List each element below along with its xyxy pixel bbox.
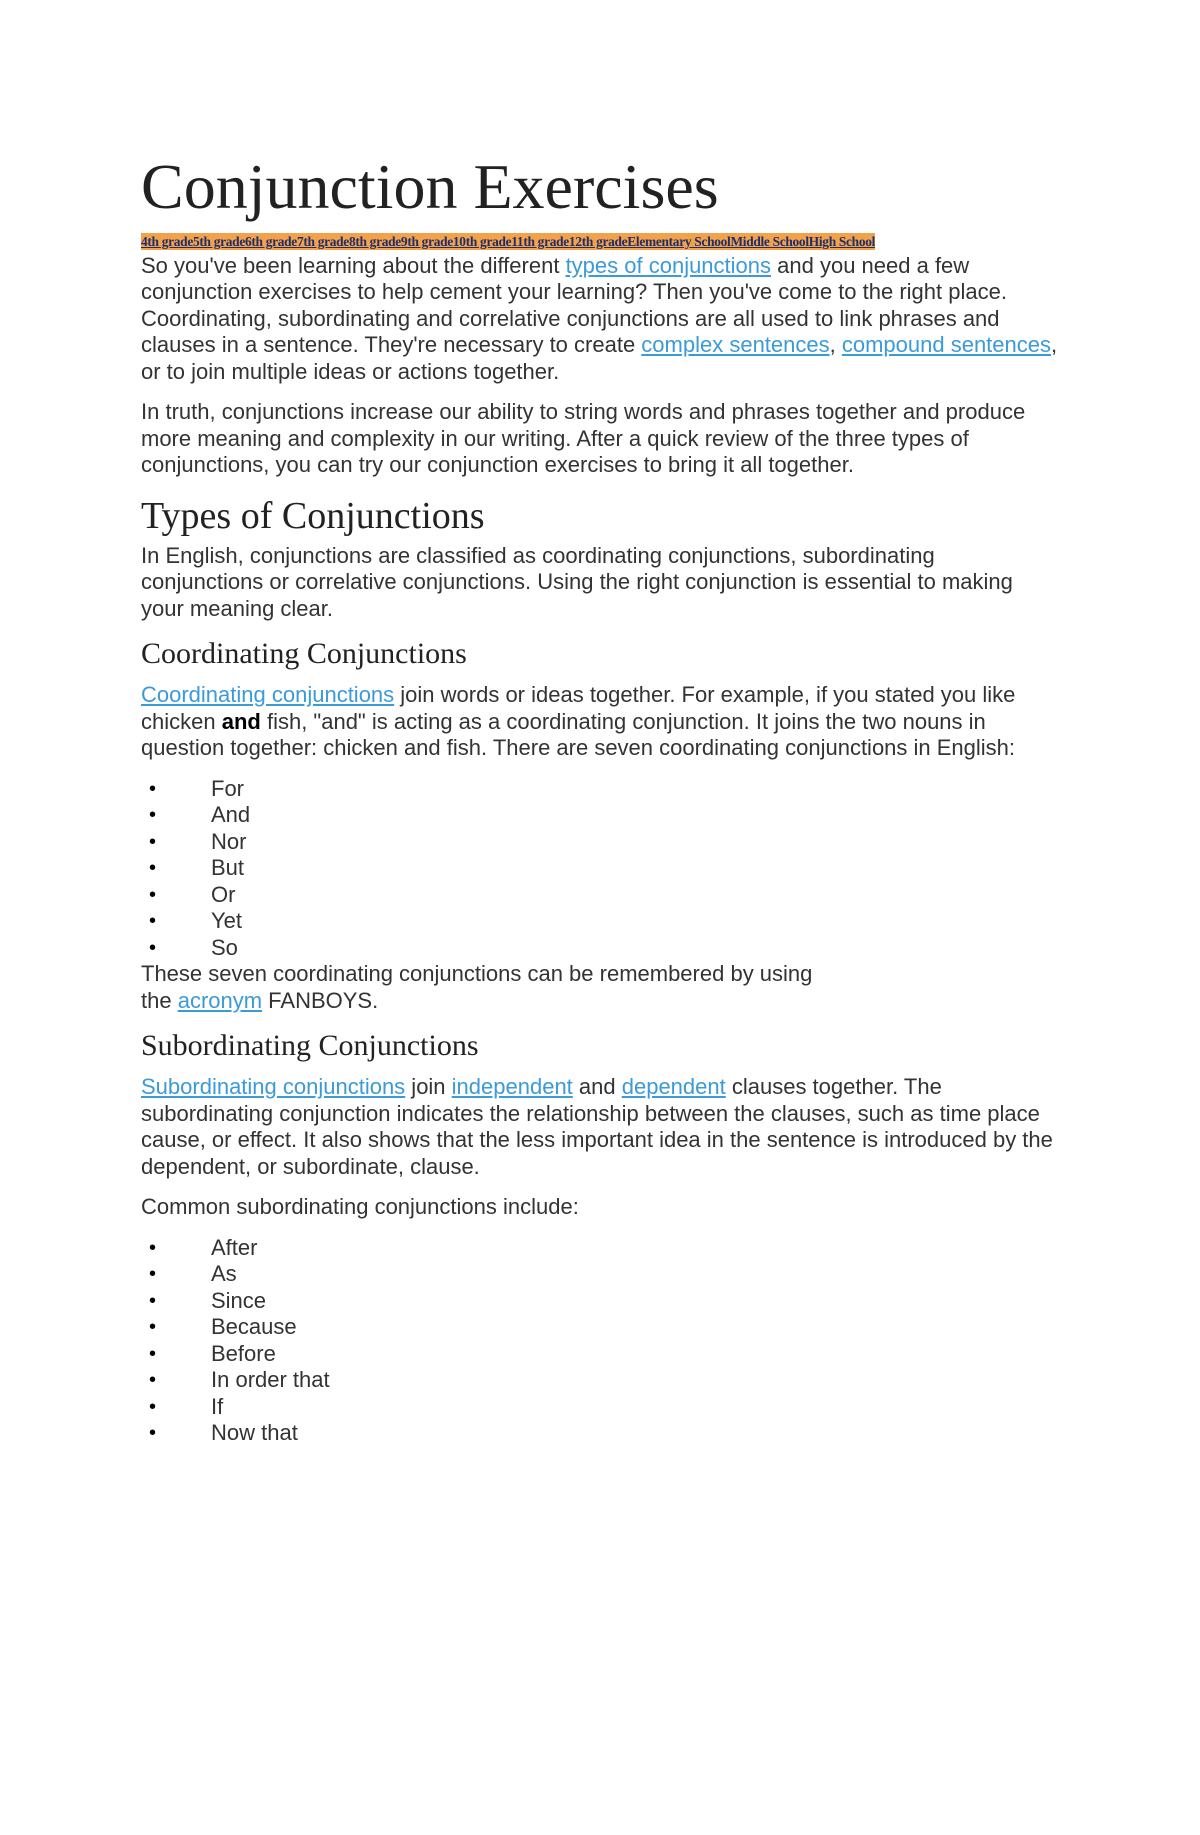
tag-link[interactable]: 4th grade [141, 234, 193, 249]
list-item-label: As [211, 1261, 237, 1286]
tag-link[interactable]: 12th grade [568, 234, 628, 249]
bullet-icon: • [149, 1422, 157, 1444]
list-item [141, 829, 1061, 856]
acronym-link[interactable]: acronym [177, 987, 263, 1013]
tag-link[interactable]: Elementary School [627, 234, 731, 249]
compound-sentences-link[interactable]: compound sentences [841, 332, 1051, 357]
bullet-icon: • [149, 910, 157, 932]
bullet-icon: • [149, 1263, 157, 1285]
complex-sentences-link[interactable]: complex sentences [641, 332, 830, 357]
coordinating-heading: Coordinating Conjunctions [141, 637, 467, 670]
bullet-icon: • [149, 777, 157, 800]
coordinating-paragraph [141, 682, 1061, 762]
bullet-icon: • [149, 1342, 157, 1365]
bullet-icon: • [149, 883, 157, 906]
list-item [141, 855, 1061, 882]
intro-text: , [829, 332, 842, 357]
fanboys-paragraph [141, 961, 841, 1014]
intro-paragraph-2: In truth, conjunctions increase our ability to string words and phrases together and produce more meaning and complexity in our writing. After a quick review of the three types of conjunctions, you can try our conjunction exercises to bring it all together. [141, 399, 1026, 477]
bullet-icon: • [149, 1369, 157, 1391]
fanboys-text: These seven coordinating conjunctions can be remembered by using the [141, 961, 813, 1013]
intro-text: , or to join multiple ideas or actions together. [141, 332, 1058, 384]
tag-link[interactable]: Middle School [730, 234, 809, 249]
tag-link[interactable]: 6th grade [244, 234, 297, 249]
list-item [141, 1420, 1061, 1447]
types-paragraph: In English, conjunctions are classified as coordinating conjunctions, subordinating conjunctions or correlative conjunctions. Using the right conjunction is essential to making your meaning clear. [141, 542, 1013, 621]
coordinating-text: fish, "and" is acting as a coordinating conjunction. It joins the two nouns in question together: chicken and fish. There are seven coordinating conjunctions in English: [141, 708, 1016, 760]
list-item [141, 1235, 1061, 1262]
coordinating-conjunctions-link[interactable]: Coordinating conjunctions [141, 682, 395, 707]
tag-link[interactable]: 11th grade [511, 234, 569, 249]
list-item [141, 1314, 1061, 1341]
list-item-label: Nor [211, 828, 247, 854]
coordinating-text: join words or ideas together. For example, if you stated you like chicken [141, 682, 1016, 734]
grade-tag-bar [141, 233, 875, 250]
bullet-icon: • [149, 830, 157, 853]
list-item [141, 1341, 1061, 1368]
list-item [141, 1288, 1061, 1315]
bold-and: and [221, 708, 261, 734]
list-item [141, 908, 1061, 935]
subordinating-list [141, 1235, 1061, 1447]
list-item-label: Since [211, 1287, 267, 1313]
dependent-link[interactable]: dependent [621, 1074, 726, 1099]
subordinating-heading: Subordinating Conjunctions [141, 1029, 479, 1062]
list-item-label: So [211, 934, 238, 960]
list-item-label: But [211, 855, 245, 880]
subordinating-text: and [572, 1074, 622, 1099]
bullet-icon: • [149, 1236, 157, 1259]
bullet-icon: • [149, 857, 157, 879]
list-item [141, 1261, 1061, 1288]
subordinating-conjunctions-link[interactable]: Subordinating conjunctions [141, 1074, 406, 1099]
list-item [141, 802, 1061, 829]
tag-link[interactable]: 7th grade [296, 234, 349, 249]
intro-text: So you've been learning about the different [141, 252, 566, 278]
subordinating-text: clauses together. The subordinating conjunction indicates the relationship between the clauses, such as time place cause, or effect. It also shows that the less important idea in the sentence is introduced by the dependent, or subordinate, clause. [141, 1074, 1053, 1179]
list-item-label: Yet [211, 908, 243, 933]
list-item [141, 1367, 1061, 1394]
document-page [141, 148, 1061, 1447]
tag-link[interactable]: 9th grade [400, 234, 453, 249]
tag-link[interactable]: 10th grade [452, 234, 512, 249]
list-item-label: Or [211, 881, 236, 907]
list-item-label: Before [211, 1340, 276, 1366]
bullet-icon: • [149, 804, 157, 826]
types-of-conjunctions-link[interactable]: types of conjunctions [565, 252, 772, 278]
fanboys-text: FANBOYS. [262, 987, 379, 1013]
independent-link[interactable]: independent [451, 1074, 573, 1099]
list-item [141, 882, 1061, 909]
list-item-label: For [211, 775, 244, 801]
subordinating-paragraph [141, 1074, 1061, 1180]
bullet-icon: • [149, 1395, 157, 1418]
coordinating-list [141, 776, 1061, 962]
list-item-label: If [211, 1393, 224, 1419]
bullet-icon: • [149, 1316, 157, 1338]
list-item [141, 935, 1061, 962]
list-item-label: Because [211, 1314, 297, 1339]
bullet-icon: • [149, 936, 157, 959]
common-subordinating-label: Common subordinating conjunctions include: [141, 1194, 579, 1219]
bullet-icon: • [149, 1289, 157, 1312]
list-item [141, 1394, 1061, 1421]
types-heading: Types of Conjunctions [141, 494, 485, 537]
page-title: Conjunction Exercises [141, 151, 719, 222]
list-item-label: And [211, 802, 251, 827]
tag-link[interactable]: 5th grade [192, 234, 245, 249]
list-item-label: After [211, 1234, 258, 1260]
tag-link[interactable]: 8th grade [348, 234, 401, 249]
intro-paragraph [141, 253, 1061, 386]
subordinating-text: join [405, 1074, 452, 1099]
list-item-label: Now that [211, 1420, 298, 1445]
list-item-label: In order that [211, 1367, 330, 1392]
list-item [141, 776, 1061, 803]
intro-text: and you need a few conjunction exercises to help cement your learning? Then you've come to the right place. Coordinating, subordinating and correlative conjunctions are all used to link phrases and clauses in a sentence. They're necessary to create [141, 252, 1007, 357]
tag-link[interactable]: High School [808, 234, 876, 249]
